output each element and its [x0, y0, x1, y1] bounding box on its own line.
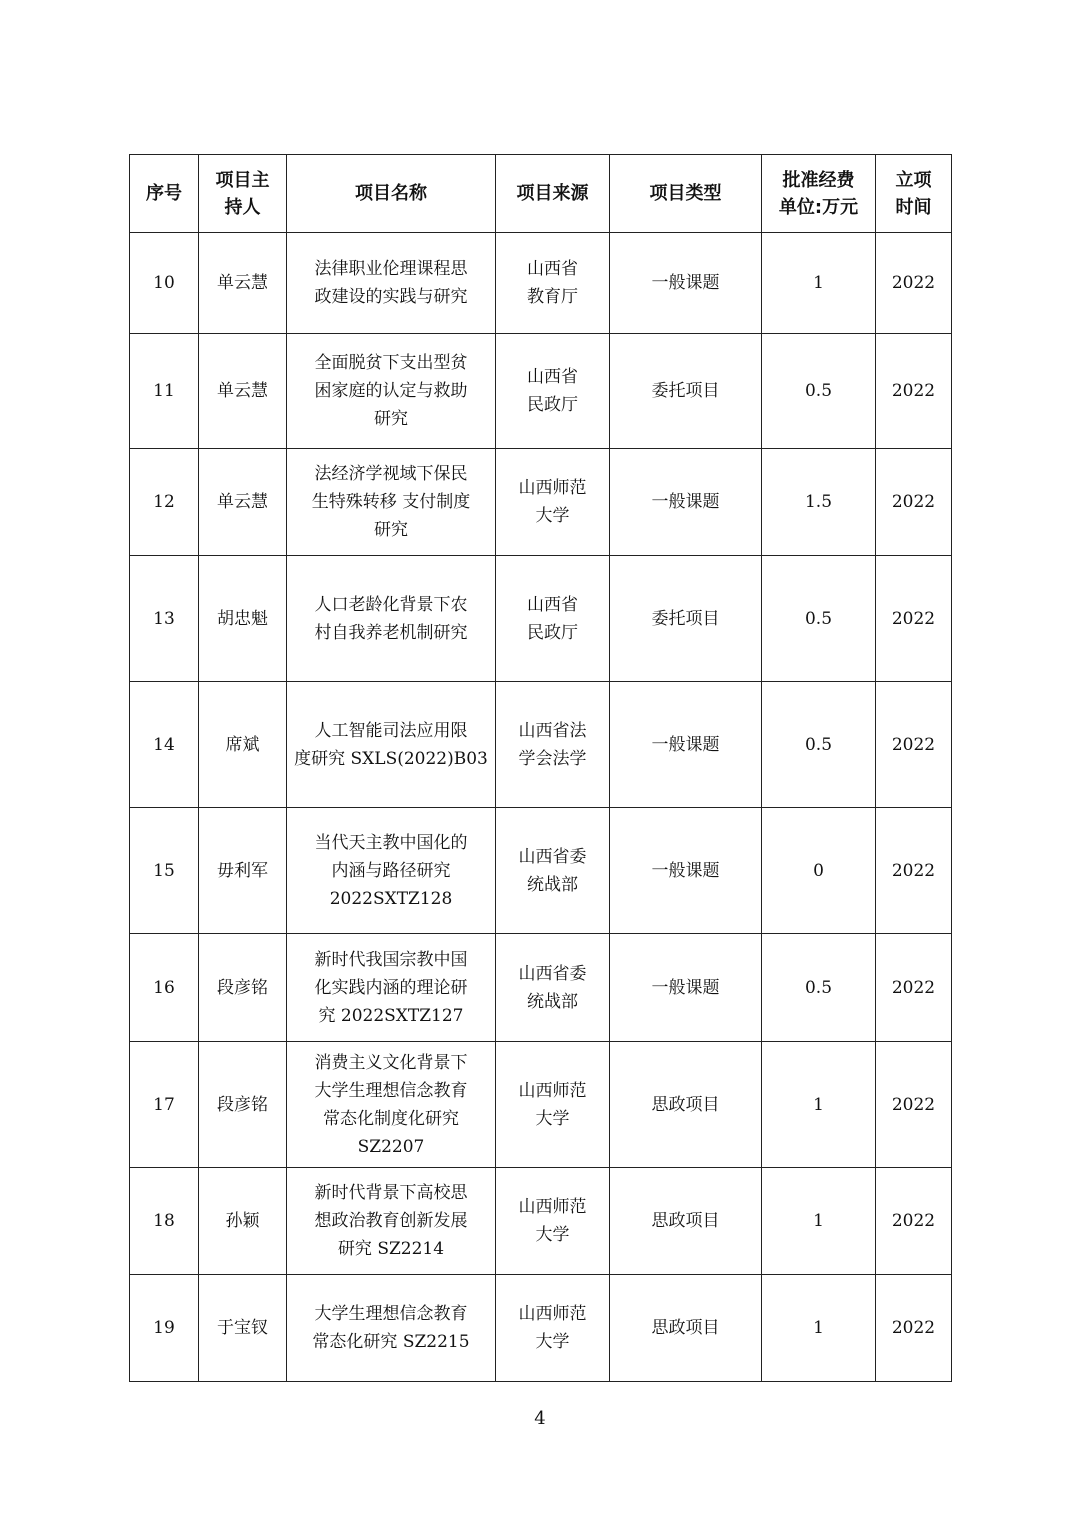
- cell-source: [496, 1168, 610, 1275]
- cell-source: [496, 233, 610, 334]
- cell-name-line: 新时代我国宗教中国: [314, 949, 468, 970]
- cell-type: 一般课题: [610, 808, 762, 934]
- cell-name-line: 消费主义文化背景下: [314, 1052, 468, 1073]
- cell-source-line: 山西师范: [518, 1197, 587, 1217]
- cell-source-line: 山西省: [527, 367, 578, 387]
- cell-name-line: 内涵与路径研究: [331, 860, 451, 881]
- cell-source: [496, 334, 610, 449]
- cell-seq: 16: [130, 934, 199, 1042]
- cell-type: 一般课题: [610, 934, 762, 1042]
- cell-source-line: 山西省委: [518, 963, 587, 984]
- cell-name-line: SZ2207: [357, 1136, 425, 1157]
- cell-name-line: 常态化制度化研究: [323, 1108, 459, 1129]
- cell-type: 一般课题: [610, 449, 762, 556]
- cell-name-line: 常态化研究 SZ2215: [312, 1332, 470, 1352]
- table-row: [130, 1168, 952, 1275]
- cell-host: 段彦铭: [199, 1042, 287, 1168]
- cell-year: 2022: [876, 808, 952, 934]
- cell-name: [287, 682, 496, 808]
- cell-fund: 0.5: [762, 556, 876, 682]
- header-host: 项目主 持人: [199, 155, 287, 233]
- cell-type: 一般课题: [610, 233, 762, 334]
- cell-name-line: 政建设的实践与研究: [314, 287, 468, 307]
- cell-year: 2022: [876, 934, 952, 1042]
- cell-seq: 19: [130, 1275, 199, 1382]
- table-row: [130, 334, 952, 449]
- project-table: [129, 154, 952, 1382]
- cell-name: [287, 233, 496, 334]
- cell-name-line: 度研究 SXLS(2022)B03: [294, 748, 488, 769]
- table-row: [130, 1275, 952, 1382]
- cell-name-line: 人工智能司法应用限: [314, 720, 468, 741]
- cell-source: [496, 449, 610, 556]
- cell-name-line: 新时代背景下高校思: [314, 1183, 468, 1203]
- cell-seq: 12: [130, 449, 199, 556]
- cell-source: [496, 1275, 610, 1382]
- cell-source: [496, 682, 610, 808]
- header-type: 项目类型: [610, 155, 762, 233]
- cell-name-line: 法经济学视域下保民: [314, 464, 468, 484]
- cell-name: [287, 808, 496, 934]
- cell-host: 于宝钗: [199, 1275, 287, 1382]
- cell-name: [287, 556, 496, 682]
- header-seq: 序号: [130, 155, 199, 233]
- cell-seq: 18: [130, 1168, 199, 1275]
- cell-type: 一般课题: [610, 682, 762, 808]
- cell-year: 2022: [876, 1275, 952, 1382]
- cell-fund: 1: [762, 1275, 876, 1382]
- cell-name-line: 村自我养老机制研究: [314, 622, 468, 643]
- table-row: [130, 934, 952, 1042]
- cell-seq: 10: [130, 233, 199, 334]
- cell-fund: 0: [762, 808, 876, 934]
- cell-year: 2022: [876, 449, 952, 556]
- cell-name-line: 研究: [374, 409, 408, 429]
- header-source: 项目来源: [496, 155, 610, 233]
- cell-source-line: 大学: [535, 506, 570, 526]
- cell-year: 2022: [876, 334, 952, 449]
- cell-name: [287, 1168, 496, 1275]
- cell-name-line: 全面脱贫下支出型贫: [314, 353, 468, 373]
- cell-source-line: 山西省法: [518, 720, 587, 741]
- cell-type: 委托项目: [610, 334, 762, 449]
- table-row: [130, 233, 952, 334]
- cell-source-line: 山西师范: [518, 478, 587, 498]
- table-header-row: [130, 155, 952, 233]
- cell-name-line: 大学生理想信念教育: [314, 1304, 468, 1324]
- table-row: [130, 682, 952, 808]
- cell-source-line: 教育厅: [527, 287, 578, 307]
- cell-year: 2022: [876, 1168, 952, 1275]
- cell-seq: 14: [130, 682, 199, 808]
- cell-source-line: 学会法学: [518, 748, 587, 769]
- table-row: [130, 808, 952, 934]
- cell-name: [287, 934, 496, 1042]
- table-row: [130, 1042, 952, 1168]
- cell-host: 段彦铭: [199, 934, 287, 1042]
- cell-name-line: 法律职业伦理课程思: [314, 259, 468, 279]
- table-row: [130, 556, 952, 682]
- cell-name-line: 人口老龄化背景下农: [314, 594, 468, 615]
- cell-source-line: 山西省: [527, 594, 578, 615]
- cell-name-line: 研究 SZ2214: [337, 1239, 445, 1259]
- cell-seq: 15: [130, 808, 199, 934]
- cell-fund: 1: [762, 233, 876, 334]
- cell-fund: 0.5: [762, 334, 876, 449]
- cell-type: 思政项目: [610, 1042, 762, 1168]
- cell-name-line: 究 2022SXTZ127: [318, 1005, 464, 1026]
- cell-host: 胡忠魁: [199, 556, 287, 682]
- cell-fund: 0.5: [762, 682, 876, 808]
- cell-host: 单云慧: [199, 449, 287, 556]
- cell-host: 席斌: [199, 682, 287, 808]
- header-fund: 批准经费 单位:万元: [762, 155, 876, 233]
- cell-source-line: 大学: [535, 1108, 570, 1129]
- cell-source: [496, 556, 610, 682]
- cell-source-line: 山西师范: [518, 1304, 587, 1324]
- cell-name: [287, 1275, 496, 1382]
- cell-name: [287, 1042, 496, 1168]
- cell-source-line: 山西省: [527, 259, 578, 279]
- cell-year: 2022: [876, 1042, 952, 1168]
- cell-source-line: 山西省委: [518, 846, 587, 867]
- cell-name-line: 当代天主教中国化的: [314, 832, 468, 853]
- cell-name-line: 困家庭的认定与救助: [314, 381, 468, 401]
- cell-type: 委托项目: [610, 556, 762, 682]
- cell-source: [496, 808, 610, 934]
- cell-seq: 17: [130, 1042, 199, 1168]
- cell-name-line: 大学生理想信念教育: [314, 1080, 468, 1101]
- cell-year: 2022: [876, 556, 952, 682]
- cell-name-line: 想政治教育创新发展: [314, 1211, 468, 1231]
- cell-source-line: 大学: [535, 1332, 570, 1352]
- header-year: 立项 时间: [876, 155, 952, 233]
- cell-source-line: 统战部: [527, 991, 578, 1012]
- cell-host: 毋利军: [199, 808, 287, 934]
- cell-name-line: 生特殊转移 支付制度: [311, 492, 471, 512]
- cell-host: 孙颖: [199, 1168, 287, 1275]
- cell-year: 2022: [876, 682, 952, 808]
- table-row: [130, 449, 952, 556]
- cell-fund: 1: [762, 1168, 876, 1275]
- cell-name: [287, 449, 496, 556]
- cell-year: 2022: [876, 233, 952, 334]
- cell-seq: 13: [130, 556, 199, 682]
- cell-source: [496, 934, 610, 1042]
- cell-name: [287, 334, 496, 449]
- cell-seq: 11: [130, 334, 199, 449]
- cell-fund: 1: [762, 1042, 876, 1168]
- cell-source-line: 民政厅: [527, 622, 578, 643]
- cell-source-line: 大学: [535, 1225, 570, 1245]
- page-number: 4: [534, 1408, 546, 1429]
- cell-fund: 1.5: [762, 449, 876, 556]
- cell-source: [496, 1042, 610, 1168]
- cell-host: 单云慧: [199, 334, 287, 449]
- cell-name-line: 研究: [374, 520, 408, 540]
- header-name: 项目名称: [287, 155, 496, 233]
- cell-fund: 0.5: [762, 934, 876, 1042]
- cell-type: 思政项目: [610, 1168, 762, 1275]
- cell-name-line: 2022SXTZ128: [329, 888, 453, 909]
- table-body: [130, 233, 952, 1382]
- cell-source-line: 民政厅: [527, 395, 578, 415]
- cell-source-line: 山西师范: [518, 1080, 587, 1101]
- cell-name-line: 化实践内涵的理论研: [314, 977, 468, 998]
- cell-type: 思政项目: [610, 1275, 762, 1382]
- cell-host: 单云慧: [199, 233, 287, 334]
- cell-source-line: 统战部: [527, 874, 578, 895]
